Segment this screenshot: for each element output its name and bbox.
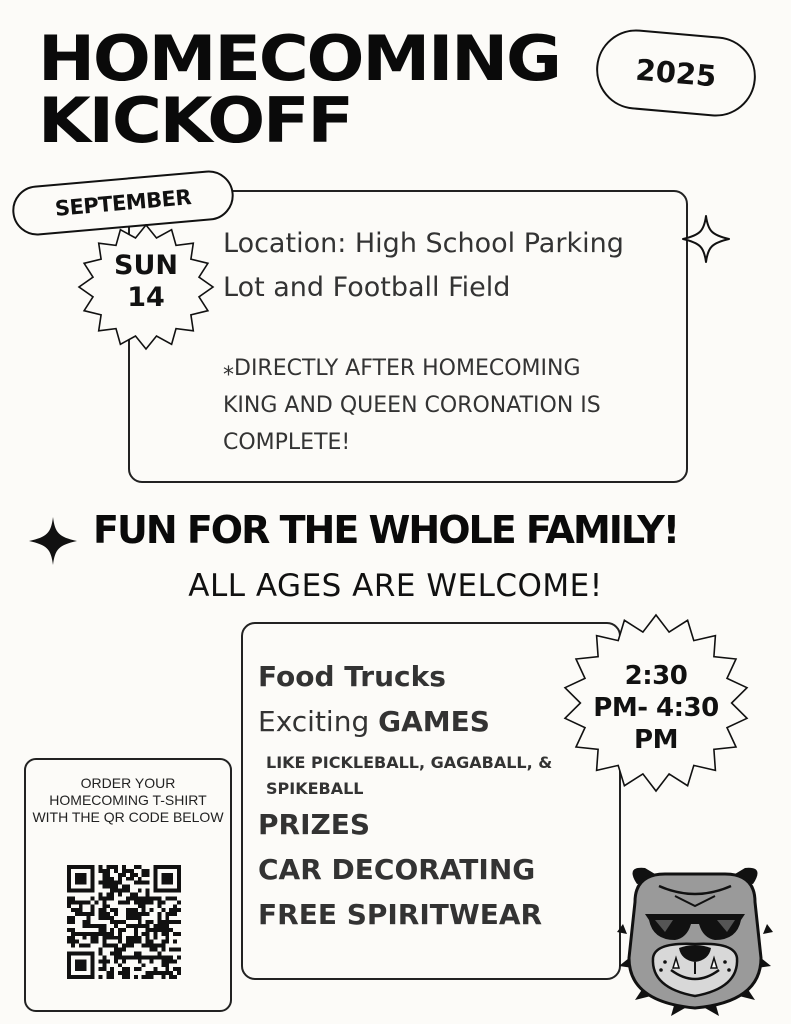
activity-food-trucks: Food Trucks: [258, 660, 446, 693]
month-badge: SEPTEMBER: [10, 168, 236, 237]
event-day-name: SUN: [114, 250, 178, 281]
activity-free-spiritwear: FREE SPIRITWEAR: [258, 898, 543, 931]
event-note: [223, 350, 678, 461]
time-line-2: PM- 4:30: [593, 693, 719, 723]
bulldog-icon: [615, 862, 775, 1020]
activity-car-decorating: CAR DECORATING: [258, 853, 536, 886]
page-title: [38, 22, 560, 157]
event-day-number: 14: [127, 282, 165, 313]
title-line-1: HOMECOMING: [38, 22, 560, 95]
qr-caption: ORDER YOUR HOMECOMING T-SHIRT WITH THE QR CODE BELOW: [32, 775, 224, 825]
event-time: [566, 660, 746, 756]
sparkle-outline-icon: [680, 213, 732, 265]
event-location: [223, 222, 678, 310]
location-line-1: Location: High School Parking: [223, 228, 624, 259]
activity-prizes: PRIZES: [258, 808, 371, 841]
activity-games: [258, 705, 490, 738]
note-line-2: KING AND QUEEN CORONATION IS: [223, 393, 601, 418]
year-badge: 2025: [593, 26, 759, 120]
games-bold: GAMES: [378, 705, 490, 738]
sparkle-solid-icon: [27, 515, 79, 567]
time-line-1: 2:30: [624, 661, 688, 691]
games-prefix: Exciting: [258, 705, 379, 738]
qr-code[interactable]: [67, 865, 181, 979]
subheadline: ALL AGES ARE WELCOME!: [188, 568, 603, 604]
title-line-2: KICKOFF: [38, 84, 352, 157]
event-date: [76, 250, 216, 314]
headline: FUN FOR THE WHOLE FAMILY!: [93, 508, 679, 552]
activity-games-detail: LIKE PICKLEBALL, GAGABALL, & SPIKEBALL: [266, 753, 553, 798]
location-line-2: Lot and Football Field: [223, 272, 511, 303]
note-line-3: COMPLETE!: [223, 430, 351, 455]
time-line-3: PM: [634, 725, 678, 755]
note-line-1: ⁎DIRECTLY AFTER HOMECOMING: [223, 356, 581, 381]
